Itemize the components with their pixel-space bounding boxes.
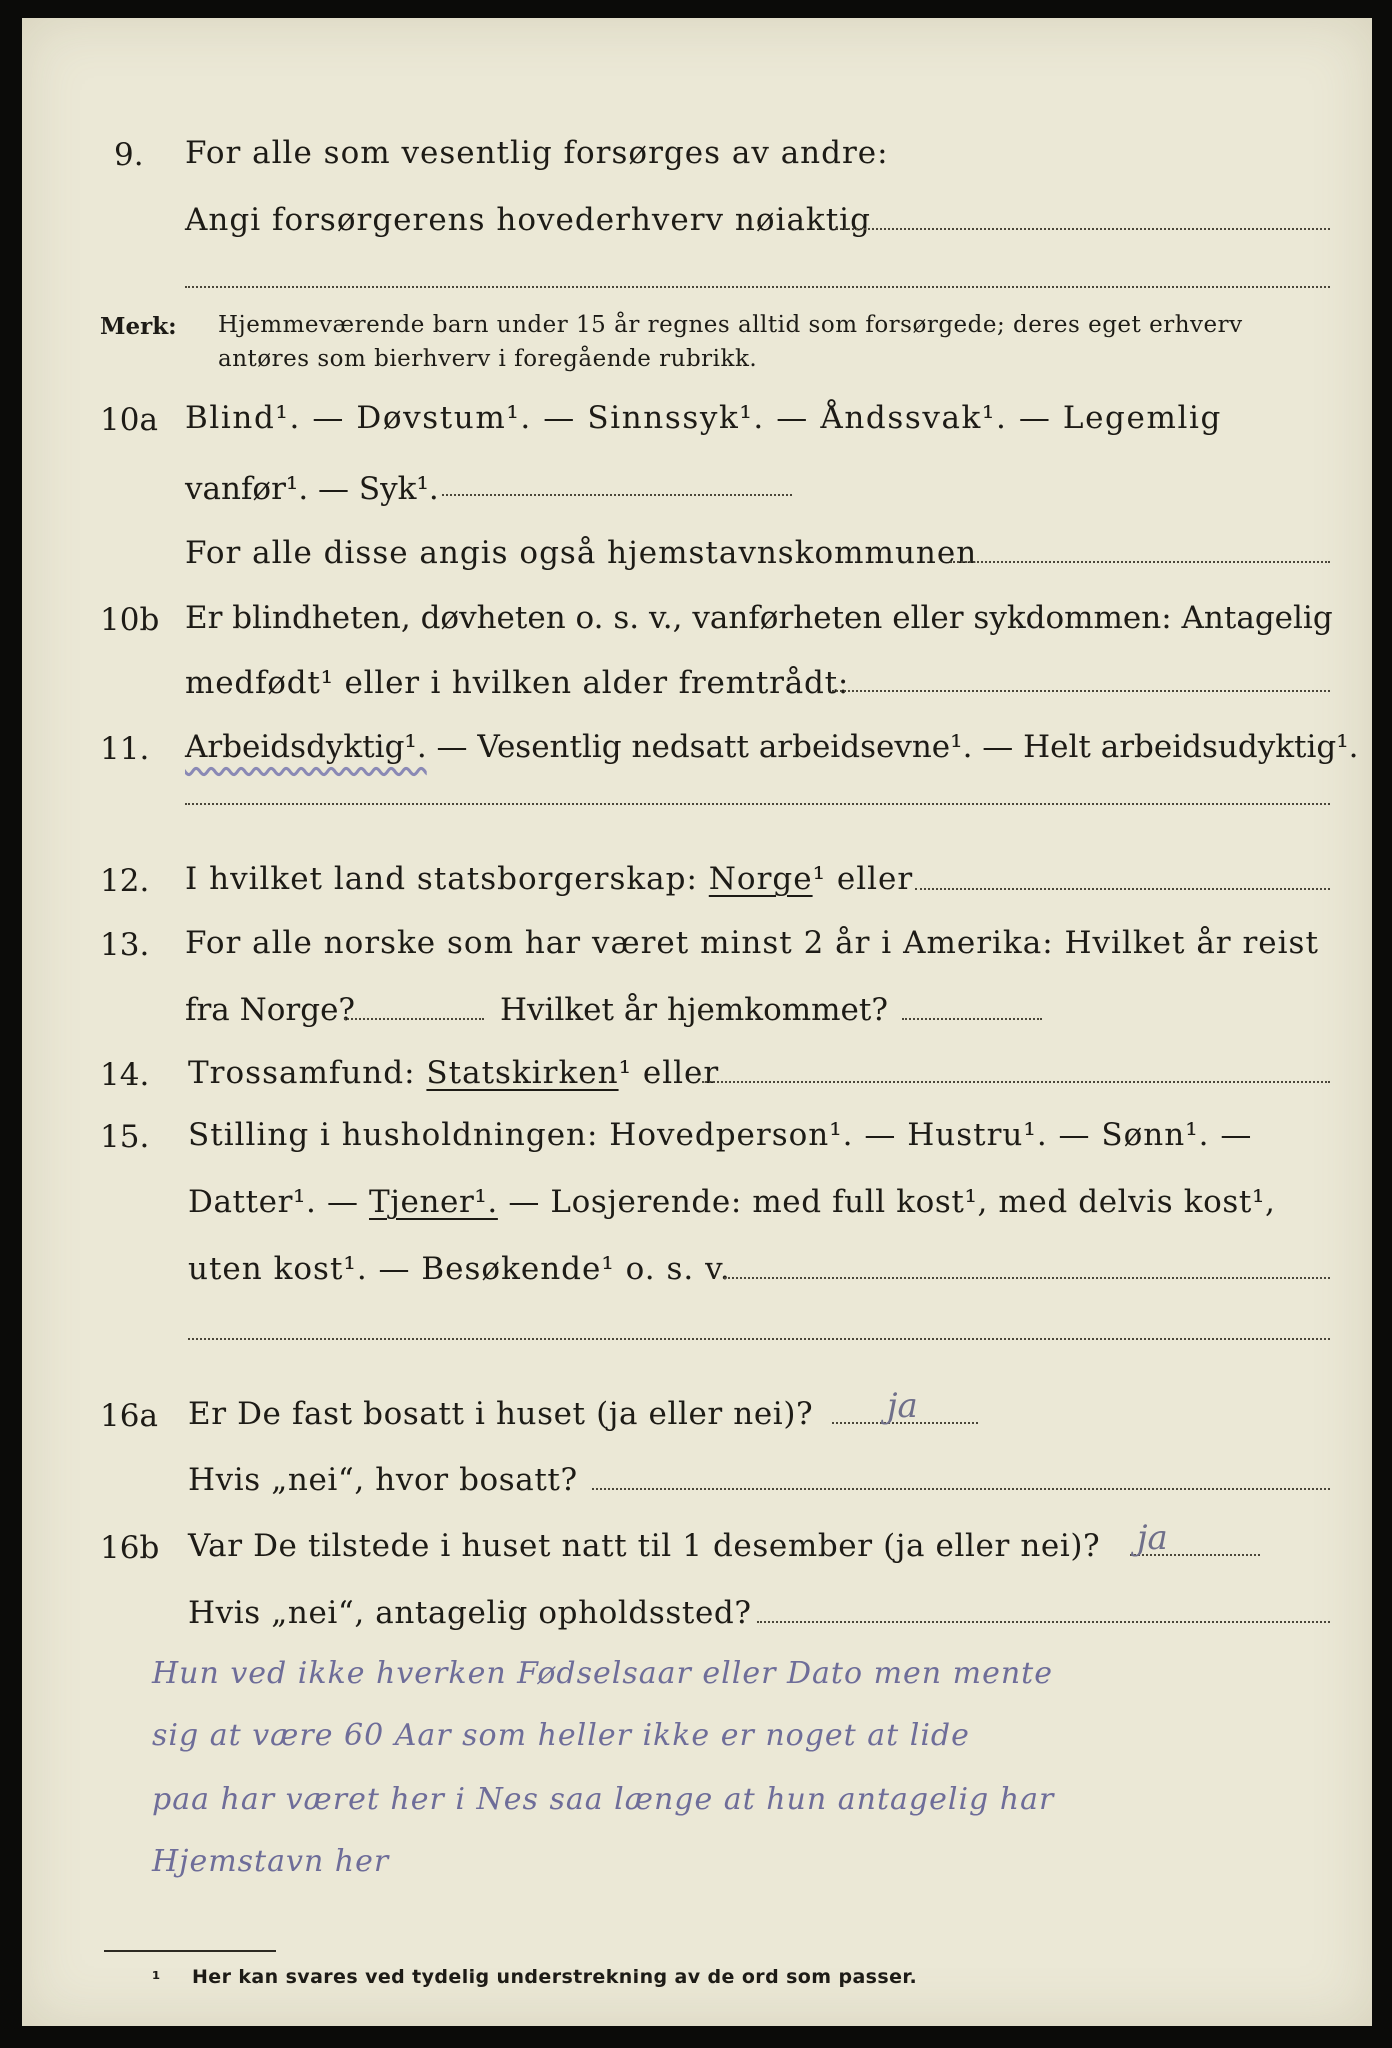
footnote-text: Her kan svares ved tydelig understrekning av de ord som passer. [192, 1966, 918, 1988]
q9-dotted-line-2 [185, 286, 1330, 288]
q16b-answer: ja [1137, 1518, 1168, 1558]
q16a-answer: ja [887, 1386, 918, 1426]
q16a-line2: Hvis „nei“, hvor bosatt? [188, 1462, 578, 1498]
q13-dotted-line-2 [902, 1018, 1042, 1020]
q12-eller: ¹ eller [812, 861, 914, 897]
q11-arbeidsdyktig: Arbeidsdyktig¹. [185, 729, 427, 765]
q16a-dotted-line-2 [592, 1488, 1330, 1490]
q10b-number: 10b [100, 602, 160, 638]
q10a-dotted-line [442, 494, 792, 496]
q13-line2a: fra Norge? [185, 992, 356, 1028]
q15-losjerende: — Losjerende: med full kost¹, med delvis kost¹, [497, 1184, 1276, 1220]
form-page [22, 18, 1372, 2026]
merk-line2: antøres som bierhverv i foregående rubrikk. [218, 346, 758, 372]
q16b-line1: Var De tilstede i huset natt til 1 desember (ja eller nei)? [188, 1528, 1101, 1564]
q16b-number: 16b [100, 1530, 160, 1566]
q13-number: 13. [100, 927, 150, 963]
q15-dotted-line [724, 1277, 1330, 1279]
q10a-line3: For alle disse angis også hjemstavnskommunen [185, 535, 978, 571]
handwriting-line-1: Hun ved ikke hverken Fødselsaar eller Dato men mente [152, 1656, 1053, 1691]
q10a-line2: vanfør¹. — Syk¹. [185, 471, 439, 507]
footnote-mark: ¹ [152, 1968, 161, 1990]
q9-line2: Angi forsørgerens hovederhverv nøiaktig [185, 202, 871, 238]
merk-label: Merk: [100, 313, 177, 340]
q14-eller: ¹ eller [618, 1055, 720, 1091]
q13-line1: For alle norske som har været minst 2 år i Amerika: Hvilket år reist [185, 925, 1319, 961]
footnote-rule [104, 1950, 276, 1952]
q9-dotted-line [836, 228, 1330, 230]
q12-question: I hvilket land statsborgerskap: [185, 861, 709, 897]
q15-dotted-line-2 [188, 1338, 1330, 1340]
q15-line1: Stilling i husholdningen: Hovedperson¹. — Hustru¹. — Sønn¹. — [188, 1117, 1253, 1153]
handwriting-line-2: sig at være 60 Aar som heller ikke er noget at lide [152, 1718, 970, 1753]
q9-line1: For alle som vesentlig forsørges av andre: [185, 135, 889, 171]
q12-number: 12. [100, 863, 150, 899]
q15-tjener: Tjener¹. [369, 1184, 498, 1220]
q10a-number: 10a [100, 402, 158, 438]
q12-dotted-line [915, 888, 1330, 890]
q16b-line2: Hvis „nei“, antagelig opholdssted? [188, 1595, 752, 1631]
q16b-dotted-line-2 [757, 1621, 1330, 1623]
q13-line2b: Hvilket år hjemkommet? [500, 992, 888, 1028]
q11-dotted-line [185, 803, 1330, 805]
q14-statskirken: Statskirken [426, 1055, 619, 1091]
handwriting-line-3: paa har været her i Nes saa længe at hun antagelig har [152, 1782, 1055, 1817]
q9-number: 9. [114, 137, 144, 173]
q14-number: 14. [100, 1057, 150, 1093]
q11-rest: — Vesentlig nedsatt arbeidsevne¹. — Helt arbeidsudyktig¹. [426, 729, 1359, 765]
q10a-dotted-line-2 [950, 561, 1330, 563]
q16a-number: 16a [100, 1398, 158, 1434]
q14-question: Trossamfund: [188, 1055, 427, 1091]
q15-line2 [188, 1184, 1276, 1220]
q15-number: 15. [100, 1119, 150, 1155]
q11-number: 11. [100, 731, 150, 767]
q14-dotted-line [702, 1081, 1330, 1083]
q10b-dotted-line [832, 690, 1330, 692]
q15-line3: uten kost¹. — Besøkende¹ o. s. v. [188, 1251, 731, 1287]
q10a-line1: Blind¹. — Døvstum¹. — Sinnssyk¹. — Åndssvak¹. — Legemlig [185, 400, 1222, 436]
handwriting-line-4: Hjemstavn her [152, 1844, 390, 1879]
q12-text [185, 861, 914, 897]
q11-text [185, 729, 1359, 765]
merk-line1: Hjemmeværende barn under 15 år regnes alltid som forsørgede; deres eget erhverv [218, 312, 1243, 338]
q10b-line1: Er blindheten, døvheten o. s. v., vanførheten eller sykdommen: Antagelig [185, 600, 1333, 636]
q12-norge: Norge [708, 861, 813, 897]
q10b-line2: medfødt¹ eller i hvilken alder fremtrådt: [185, 665, 850, 701]
q14-text [188, 1055, 720, 1091]
q15-datter: Datter¹. — [188, 1184, 370, 1220]
q13-dotted-line-1 [344, 1018, 484, 1020]
q16a-line1: Er De fast bosatt i huset (ja eller nei)? [188, 1396, 814, 1432]
